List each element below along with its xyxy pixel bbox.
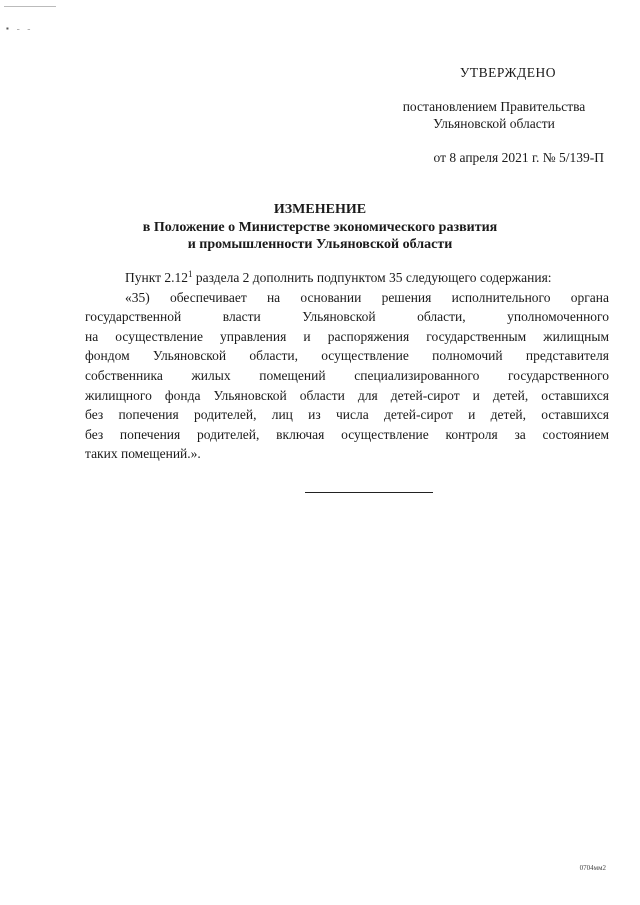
- amendment-line: без попечения родителей, включая осуществление контроля за состоянием: [85, 426, 609, 442]
- approval-by-line-2: Ульяновской области: [433, 116, 555, 131]
- intro-superscript: 1: [188, 269, 193, 279]
- title-line-3: и промышленности Ульяновской области: [187, 237, 453, 252]
- amendment-line: на осуществление управления и распоряжения государственным жилищным: [85, 328, 609, 344]
- approval-block: [344, 64, 604, 174]
- amendment-line: жилищного фонда Ульяновской области для детей-сирот и детей, оставшихся: [85, 387, 609, 403]
- approval-date-number: от 8 апреля 2021 г. № 5/139-П: [433, 150, 604, 165]
- scan-edge-line: [4, 6, 56, 7]
- footer-code: 0704мм2: [579, 864, 606, 872]
- approval-title: УТВЕРЖДЕНО: [459, 65, 556, 80]
- document-title: [0, 201, 640, 254]
- amendment-line: государственной власти Ульяновской области, уполномоченного: [85, 309, 609, 325]
- intro-text-before: Пункт 2.12: [125, 270, 189, 285]
- amendment-line: без попечения родителей, лиц из числа детей-сирот и детей, оставшихся: [85, 407, 609, 423]
- approval-by-line-1: постановлением Правительства: [402, 99, 586, 114]
- title-line-1: ИЗМЕНЕНИЕ: [273, 202, 367, 217]
- amendment-paragraph: [85, 288, 609, 308]
- amendment-line: «35) обеспечивает на основании решения исполнительного органа: [125, 289, 609, 305]
- amendment-line: таких помещений.».: [85, 446, 201, 462]
- amendment-line: фондом Ульяновской области, осуществление полномочий представителя: [85, 348, 609, 364]
- intro-paragraph: [85, 268, 609, 288]
- title-line-2: в Положение о Министерстве экономического развития: [142, 219, 498, 235]
- amendment-line: собственника жилых помещений специализированного государственного: [85, 367, 609, 383]
- document-body: [85, 268, 609, 464]
- closing-rule: [305, 492, 433, 493]
- scan-artifact-mark: ▪ ˗ ˗: [6, 24, 34, 33]
- intro-text-after: раздела 2 дополнить подпунктом 35 следующего содержания:: [192, 270, 552, 285]
